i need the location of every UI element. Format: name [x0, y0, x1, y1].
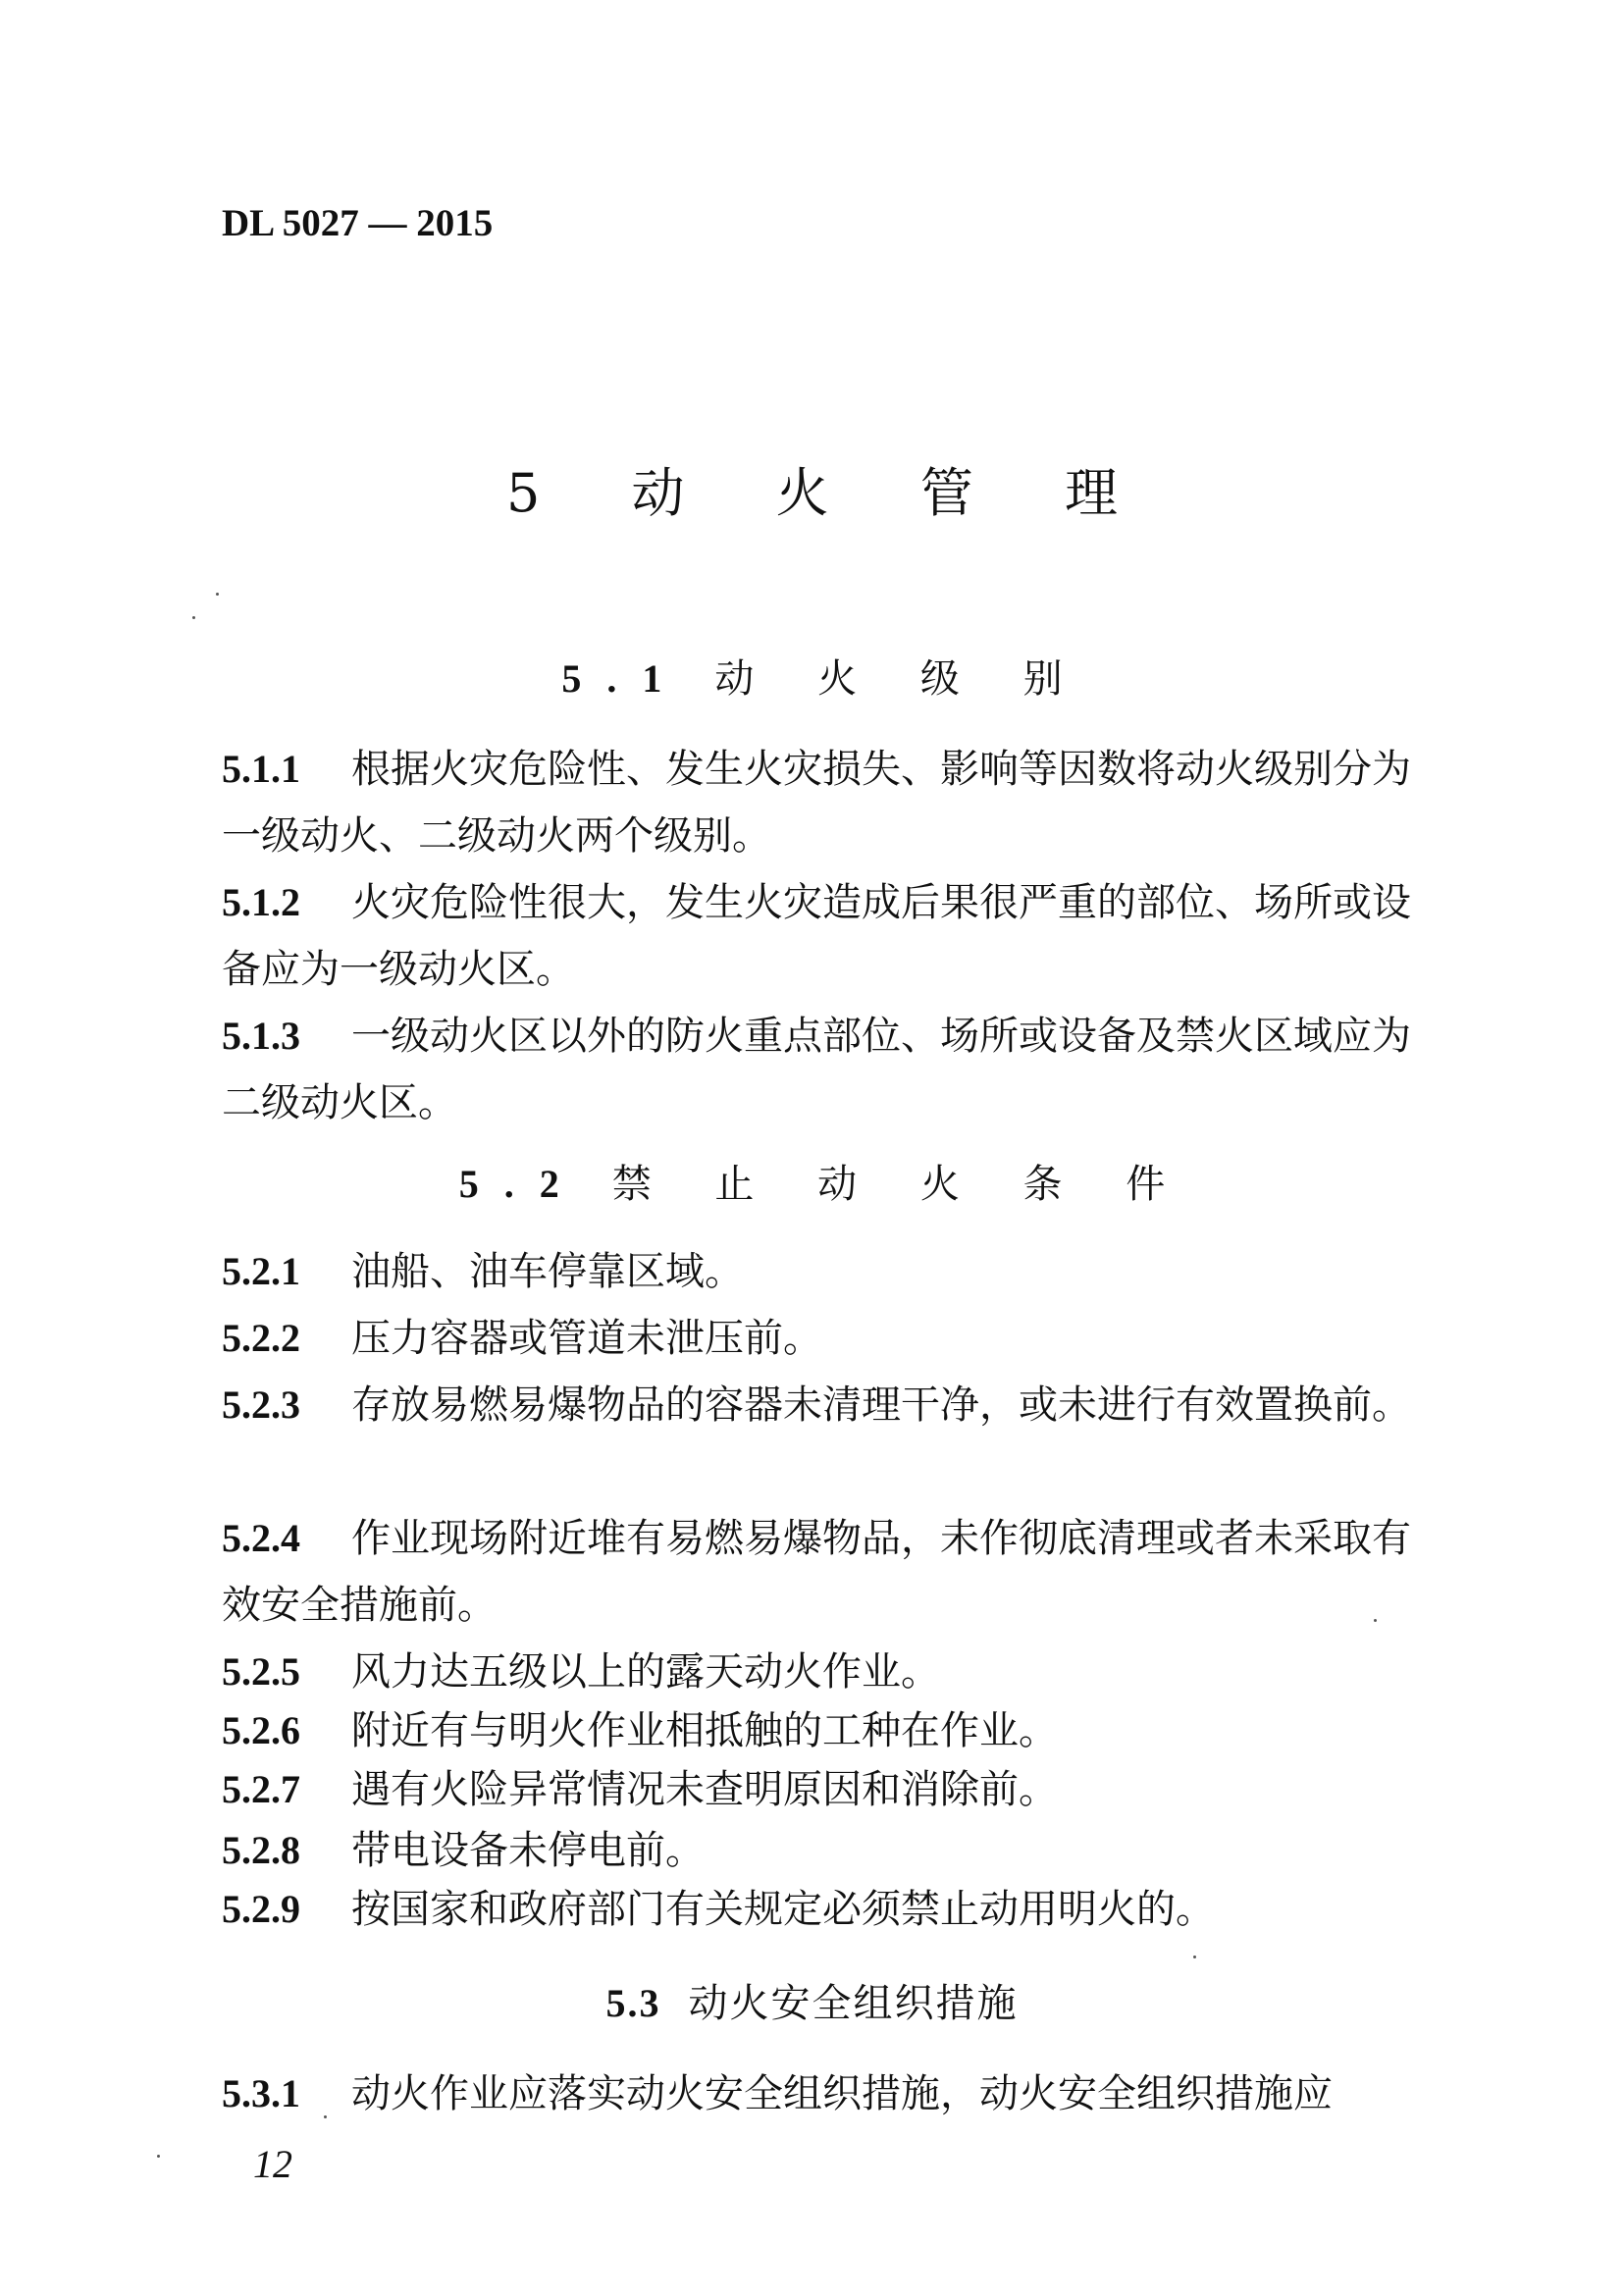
clause-text: 压力容器或管道未泄压前。: [351, 1316, 822, 1361]
clause-number: 5.2.7: [222, 1767, 300, 1811]
section-number: 5.1: [561, 656, 688, 701]
clause-number: 5.2.1: [222, 1249, 300, 1293]
clause-number: 5.2.5: [222, 1649, 300, 1694]
clause-text: 油船、油车停靠区域。: [351, 1249, 744, 1294]
clause-5-2-8: [222, 1817, 1419, 1884]
clause-number: 5.2.3: [222, 1382, 300, 1427]
clause-5-2-7: [222, 1756, 1419, 1823]
clause-text: 一级动火区以外的防火重点部位、场所或设备及禁火区域应为二级动火区。: [222, 1014, 1411, 1125]
clause-5-1-2: [222, 869, 1419, 1003]
section-heading-5-3: [0, 1972, 1624, 2028]
clause-number: 5.1.1: [222, 747, 300, 791]
clause-number: 5.2.2: [222, 1316, 300, 1360]
standard-code-header: DL 5027 — 2015: [222, 202, 494, 244]
clause-number: 5.2.9: [222, 1887, 300, 1931]
clause-number: 5.2.4: [222, 1516, 300, 1560]
clause-text: 按国家和政府部门有关规定必须禁止动用明火的。: [351, 1887, 1215, 1932]
clause-number: 5.2.6: [222, 1708, 300, 1752]
clause-5-2-1: [222, 1238, 1419, 1305]
clause-5-2-4: [222, 1505, 1419, 1639]
clause-text: 遇有火险异常情况未查明原因和消除前。: [351, 1767, 1058, 1812]
clause-5-3-1: [222, 2060, 1419, 2127]
section-title: 动火安全组织措施: [688, 1981, 1019, 2026]
clause-5-2-5: [222, 1639, 1419, 1705]
clause-number: 5.1.3: [222, 1014, 300, 1058]
clause-text: 作业现场附近堆有易燃易爆物品，未作彻底清理或者未采取有效安全措施前。: [222, 1516, 1411, 1628]
scan-speck: [192, 616, 195, 619]
clause-text: 根据火灾危险性、发生火灾损失、影响等因数将动火级别分为一级动火、二级动火两个级别。: [222, 747, 1411, 859]
page-number: 12: [253, 2142, 292, 2186]
clause-text: 附近有与明火作业相抵触的工种在作业。: [351, 1708, 1058, 1753]
clause-text: 存放易燃易爆物品的容器未清理干净，或未进行有效置换前。: [351, 1382, 1411, 1428]
clause-5-2-2: [222, 1305, 1419, 1372]
clause-text: 风力达五级以上的露天动火作业。: [351, 1649, 940, 1695]
clause-5-1-1: [222, 736, 1419, 869]
clause-number: 5.2.8: [222, 1828, 300, 1872]
clause-number: 5.1.2: [222, 880, 300, 924]
scan-speck: [216, 593, 219, 596]
clause-5-2-3: [222, 1372, 1419, 1438]
section-heading-5-1: [0, 648, 1624, 704]
section-number: 5.3: [605, 1981, 661, 2025]
clause-5-1-3: [222, 1003, 1419, 1136]
section-title: 动 火 级 别: [714, 656, 1088, 702]
scan-speck: [1374, 1619, 1377, 1622]
scan-speck: [1193, 1956, 1196, 1958]
section-title: 禁 止 动 火 条 件: [611, 1162, 1191, 1207]
clause-5-2-9: [222, 1876, 1419, 1943]
section-number: 5.2: [458, 1162, 585, 1206]
clause-text: 带电设备未停电前。: [351, 1828, 705, 1873]
scan-speck: [157, 2155, 160, 2158]
clause-number: 5.3.1: [222, 2071, 300, 2115]
scan-speck: [324, 2115, 327, 2118]
chapter-title: 5 动 火 管 理: [505, 462, 1156, 524]
clause-5-2-6: [222, 1697, 1419, 1764]
clause-text: 火灾危险性很大，发生火灾造成后果很严重的部位、场所或设备应为一级动火区。: [222, 880, 1411, 992]
clause-text: 动火作业应落实动火安全组织措施，动火安全组织措施应: [351, 2071, 1333, 2116]
section-heading-5-2: [0, 1153, 1624, 1209]
